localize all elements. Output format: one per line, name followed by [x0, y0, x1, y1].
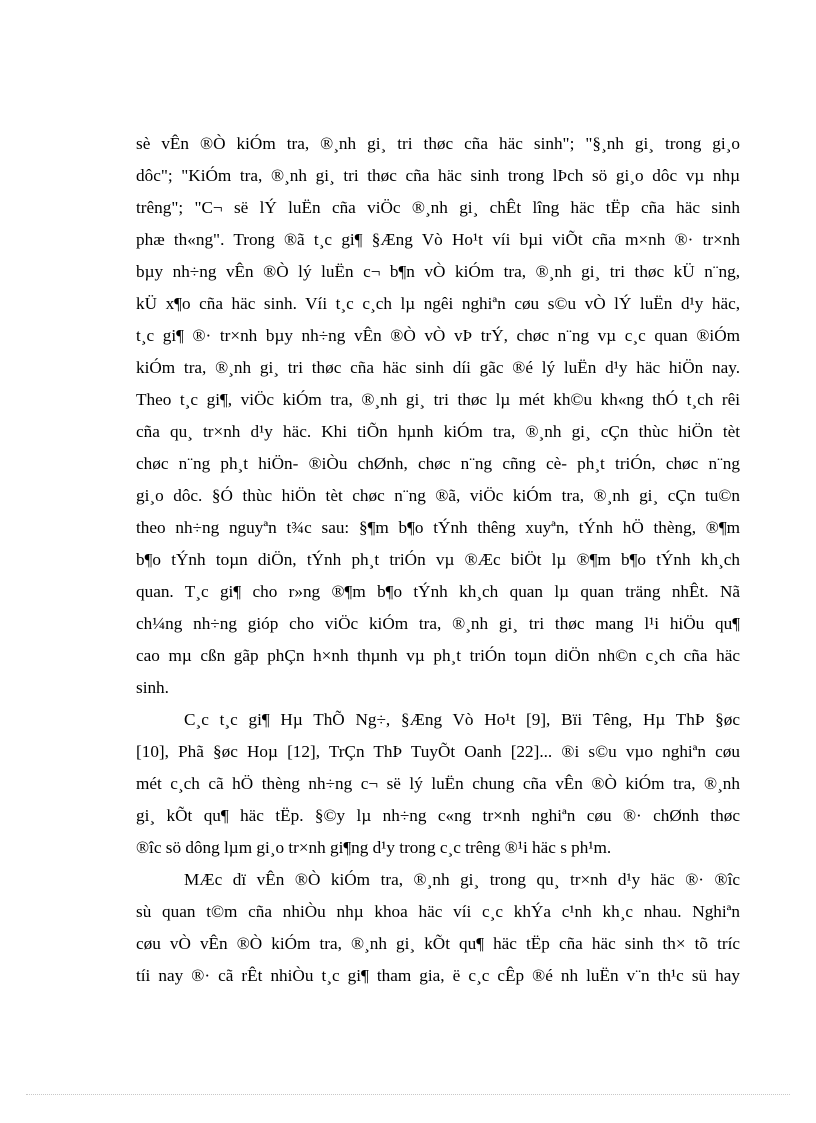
text-line: Theo t¸c gi¶, viÖc kiÓm tra, ®¸nh gi¸ tri thøc lµ mét kh©u kh«ng thÓ t¸ch rêi	[136, 390, 740, 409]
text-line: [10], Phã §øc Hoµ [12], TrÇn ThÞ TuyÕt Oanh [22]... ®i s©u vµo nghiªn cøu	[136, 742, 740, 761]
text-line: kÜ x¶o cña häc sinh. Víi t¸c c¸ch lµ ngêi nghiªn cøu s©u vÒ lÝ luËn d¹y häc,	[136, 294, 740, 313]
text-line: trêng"; "C¬ së lÝ luËn cña viÖc ®¸nh gi¸ chÊt lîng häc tËp cña häc sinh	[136, 198, 740, 217]
text-line: sè vÊn ®Ò kiÓm tra, ®¸nh gi¸ tri thøc cña häc sinh"; "§¸nh gi¸ trong gi¸o	[136, 134, 740, 153]
text-line: MÆc dï vÊn ®Ò kiÓm tra, ®¸nh gi¸ trong qu¸ tr×nh d¹y häc ®· ®îc	[184, 870, 740, 889]
text-line: chøc n¨ng ph¸t hiÖn- ®iÒu chØnh, chøc n¨ng cñng cè- ph¸t triÓn, chøc n¨ng	[136, 454, 740, 473]
text-line: cña qu¸ tr×nh d¹y häc. Khi tiÕn hµnh kiÓm tra, ®¸nh gi¸ cÇn thùc hiÖn tèt	[136, 422, 740, 441]
text-line: gi¸ kÕt qu¶ häc tËp. §©y lµ nh÷ng c«ng tr×nh nghiªn cøu ®· chØnh thøc	[136, 806, 740, 825]
text-line: bµy nh÷ng vÊn ®Ò lý luËn c¬ b¶n vÒ kiÓm tra, ®¸nh gi¸ tri thøc kÜ n¨ng,	[136, 262, 740, 281]
text-line: C¸c t¸c gi¶ Hµ ThÕ Ng÷, §Æng Vò Ho¹t [9], Bïi Têng, Hµ ThÞ §øc	[184, 710, 740, 729]
text-line: kiÓm tra, ®¸nh gi¸ tri thøc cña häc sinh díi gãc ®é lý luËn d¹y häc hiÖn nay.	[136, 358, 740, 377]
text-line: ®îc sö dông lµm gi¸o tr×nh gi¶ng d¹y trong c¸c trêng ®¹i häc s ph¹m.	[136, 838, 612, 857]
page-bottom-rule	[26, 1094, 790, 1095]
text-line: sinh.	[136, 678, 169, 697]
body-text	[136, 128, 740, 992]
text-line: cao mµ cßn gãp phÇn h×nh thµnh vµ ph¸t triÓn toµn diÖn nh©n c¸ch cña häc	[136, 646, 740, 665]
text-line: mét c¸ch cã hÖ thèng nh÷ng c¬ së lý luËn chung cña vÊn ®Ò kiÓm tra, ®¸nh	[136, 774, 740, 793]
text-line: phæ th«ng". Trong ®ã t¸c gi¶ §Æng Vò Ho¹t víi bµi viÕt cña m×nh ®· tr×nh	[136, 230, 740, 249]
text-line: b¶o tÝnh toµn diÖn, tÝnh ph¸t triÓn vµ ®Æc biÖt lµ ®¶m b¶o tÝnh kh¸ch	[136, 550, 740, 569]
text-line: theo nh÷ng nguyªn t¾c sau: §¶m b¶o tÝnh thêng xuyªn, tÝnh hÖ thèng, ®¶m	[136, 518, 740, 537]
text-line: quan. T¸c gi¶ cho r»ng ®¶m b¶o tÝnh kh¸ch quan lµ quan träng nhÊt. Nã	[136, 582, 740, 601]
text-line: gi¸o dôc. §Ó thùc hiÖn tèt chøc n¨ng ®ã, viÖc kiÓm tra, ®¸nh gi¸ cÇn tu©n	[136, 486, 740, 505]
text-line: sù quan t©m cña nhiÒu nhµ khoa häc víi c¸c khÝa c¹nh kh¸c nhau. Nghiªn	[136, 902, 740, 921]
text-line: cøu vÒ vÊn ®Ò kiÓm tra, ®¸nh gi¸ kÕt qu¶ häc tËp cña häc sinh th× tõ tríc	[136, 934, 740, 953]
text-line: t¸c gi¶ ®· tr×nh bµy nh÷ng vÊn ®Ò vÒ vÞ trÝ, chøc n¨ng vµ c¸c quan ®iÓm	[136, 326, 740, 345]
text-line: tíi nay ®· cã rÊt nhiÒu t¸c gi¶ tham gia, ë c¸c cÊp ®é nh luËn v¨n th¹c sü hay	[136, 966, 740, 985]
text-line: dôc"; "KiÓm tra, ®¸nh gi¸ tri thøc cña häc sinh trong lÞch sö gi¸o dôc vµ nhµ	[136, 166, 740, 185]
text-line: ch¼ng nh÷ng gióp cho viÖc kiÓm tra, ®¸nh gi¸ tri thøc mang l¹i hiÖu qu¶	[136, 614, 740, 633]
